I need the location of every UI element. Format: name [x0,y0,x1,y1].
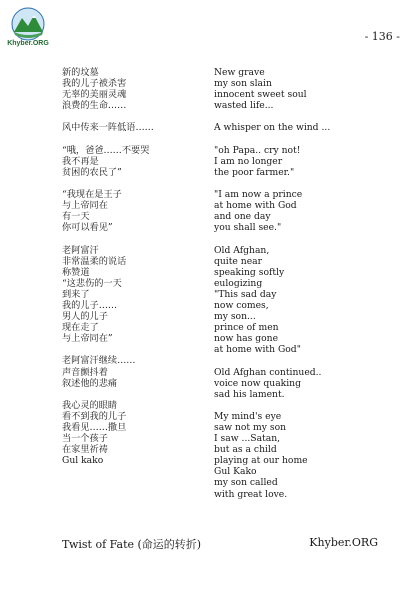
poem-line: 浪费的生命…… [62,100,127,112]
poem-stanza [214,411,374,500]
poem-stanza [214,67,374,111]
poem-line: 在家里祈祷 [62,444,108,456]
poem-line: with great love. [214,488,288,500]
poem-line: my son called [214,477,278,489]
poem-line: 无辜的美丽灵魂 [62,89,127,101]
poem-line: at home with God" [214,344,301,356]
poem-stanza [62,189,202,233]
poem-stanza [214,245,374,356]
poem-line: New grave [214,67,265,78]
poem-stanza [62,245,202,345]
poem-line: prince of men [214,322,279,334]
poem-line: 非常温柔的说话 [62,255,127,267]
poem-line: 到来了 [62,288,90,300]
poem-line: 叙述他的悲痛 [62,377,118,389]
poem-line: eulogizing [214,277,263,289]
poem-line: 我的儿子被杀害 [62,78,127,90]
poem-line: Gul kako [62,455,104,467]
poem-line: 与上帝同在 [62,200,108,212]
poem-line: 看不到我的儿子 [62,410,127,422]
poem-stanza [62,67,202,111]
poem-line: My mind's eye [214,410,282,422]
poem-line: speaking softly [214,266,285,278]
poem-line: 老阿富汗继续…… [62,355,136,367]
poem-stanza [62,122,202,133]
poem-line: sad his lament. [214,388,285,400]
poem-line: quite near [214,255,263,267]
poem-line: you shall see." [214,222,282,234]
poem-line: 我的儿子…… [62,299,118,311]
poem-line: 我看见……撒旦 [62,422,127,433]
poem-line: wasted life... [214,100,274,112]
page-number: - 136 - [364,30,400,43]
poem-line: 老阿富汗 [62,244,99,256]
poem-line: 男人的儿子 [62,311,108,323]
footer-book-title: Twist of Fate (命运的转折) [62,538,202,551]
poem-line: now has gone [214,333,279,345]
poem-line: 贫困的农民了” [62,166,122,178]
poem-line: I am no longer [214,155,283,167]
poem-line: 称赞道 [62,266,90,278]
poem-stanza [62,145,202,178]
poem-line: 有一天 [62,211,90,223]
poem-line: “我现在是王子 [62,189,122,201]
poem-line: "This sad day [214,288,277,300]
poem-line: 我不再是 [62,155,99,167]
poem-line: A whisper on the wind ... [214,122,331,134]
poem-line: 声音颤抖着 [62,366,108,378]
poem-line: my son slain [214,78,272,90]
poem-line: 现在走了 [62,322,99,334]
poem-line: 你可以看见” [62,222,113,234]
mountain-globe-icon [8,6,48,42]
poem-line: voice now quaking [214,377,301,389]
poem-line: 与上帝同在” [62,333,113,345]
chinese-poem-column [62,67,202,477]
english-poem-column [214,67,374,511]
poem-line: and one day [214,211,271,223]
poem-line: now comes, [214,299,269,311]
poem-line: my son... [214,311,256,323]
poem-line: innocent sweet soul [214,89,307,101]
poem-line: Old Afghan, [214,244,270,256]
poem-stanza [214,122,374,133]
poem-line: Gul Kako [214,466,257,478]
poem-line: "I am now a prince [214,189,303,201]
poem-stanza [214,145,374,178]
poem-line: Old Afghan continued.. [214,366,322,378]
poem-line: 当一个孩子 [62,433,108,445]
poem-stanza [62,355,202,388]
poem-line: 风中传来一阵低语…… [62,122,154,134]
logo-text: Khyber.ORG [7,40,49,47]
poem-line: but as a child [214,444,277,456]
poem-line: at home with God [214,200,297,212]
poem-line: I saw ...Satan, [214,433,281,445]
poem-line: “哦，爸爸……不要哭 [62,144,150,156]
poem-line: playing at our home [214,455,308,467]
poem-line: the poor farmer." [214,166,295,178]
poem-stanza [214,189,374,233]
poem-line: 我心灵的眼睛 [62,399,118,411]
poem-line: saw not my son [214,422,287,433]
poem-stanza [214,367,374,400]
poem-line: "oh Papa.. cry not! [214,144,301,156]
poem-line: “这悲伤的一天 [62,277,122,289]
footer-site-name: Khyber.ORG [309,536,378,549]
poem-stanza [62,400,202,467]
poem-line: 新的坟墓 [62,67,99,78]
